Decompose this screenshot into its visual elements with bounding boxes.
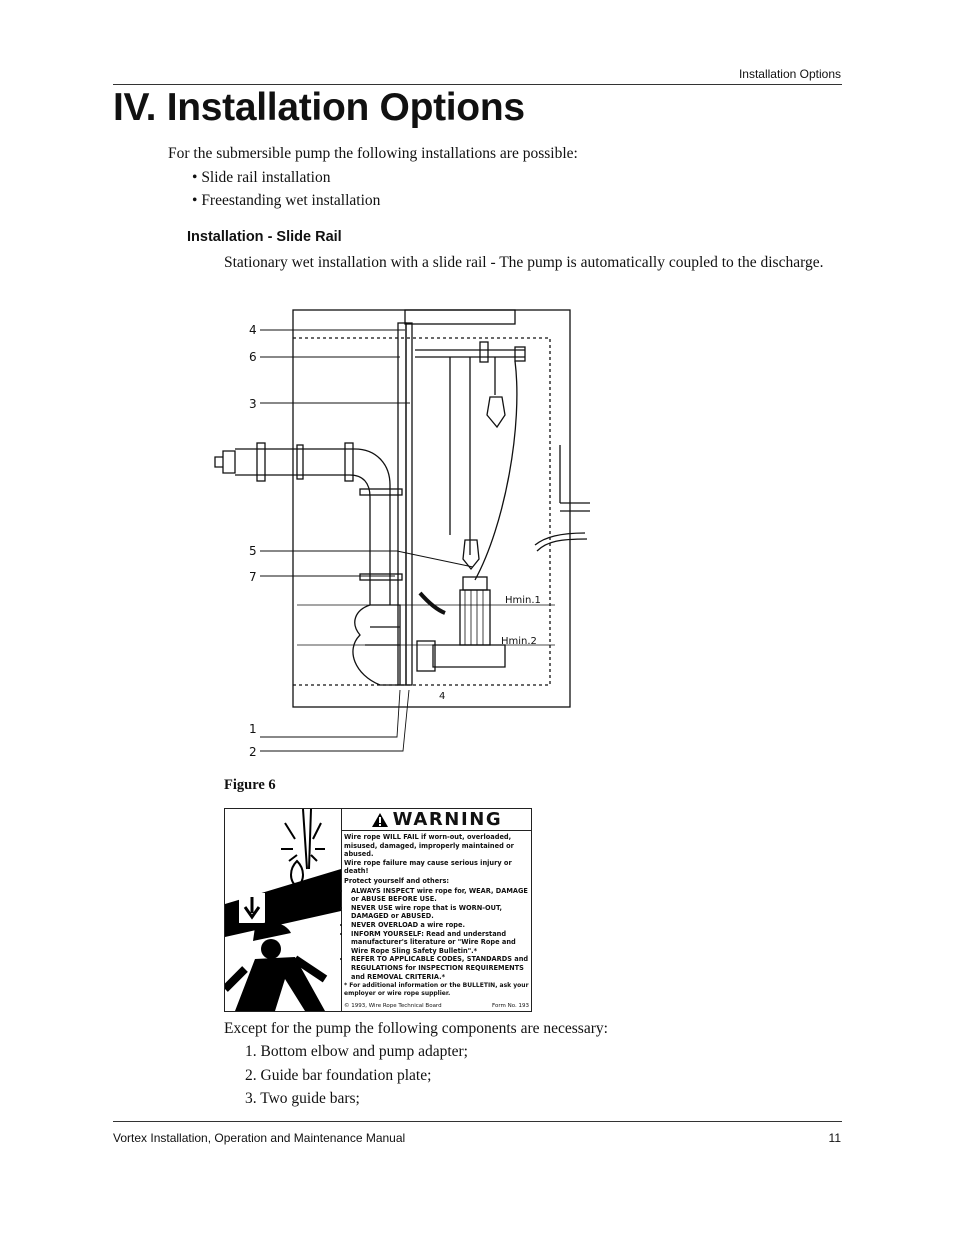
- warning-title: WARNING: [392, 809, 503, 830]
- list-item: • Freestanding wet installation: [192, 192, 381, 209]
- bracket-clamp: [480, 342, 488, 362]
- list-item-text: Freestanding wet installation: [201, 192, 381, 209]
- discharge-pipe: [235, 449, 390, 605]
- figure-caption: Figure 6: [224, 777, 276, 793]
- pump-adapter: [417, 641, 435, 671]
- motor-fins: [465, 590, 483, 645]
- footer-rule: [113, 1121, 842, 1122]
- warning-footer: [344, 1003, 529, 1009]
- warning-protect: Protect yourself and others:: [344, 876, 450, 885]
- header-rule: [113, 84, 842, 85]
- cover-frame: [405, 310, 515, 324]
- callout-5: 5: [249, 544, 257, 558]
- warning-text-panel: [342, 809, 531, 1011]
- wire-rope-warning-label: [224, 808, 532, 1012]
- warning-intro: Wire rope WILL FAIL if worn-out, overloaded, misused, damaged, improperly maintained or abused.: [344, 833, 514, 859]
- list-item: • Slide rail installation: [192, 169, 331, 186]
- warning-item: • ALWAYS INSPECT wire rope for, WEAR, DAMAGE or ABUSE BEFORE USE.: [351, 887, 529, 904]
- pipe-flange: [360, 574, 402, 580]
- warning-list: [344, 887, 529, 982]
- inlet-opening: [560, 445, 590, 511]
- float-switch: [463, 540, 479, 569]
- falling-load-icon: [225, 809, 341, 1011]
- warning-banner: [342, 809, 531, 831]
- callout-6: 6: [249, 350, 257, 364]
- intro-paragraph: For the submersible pump the following installations are possible:: [168, 145, 578, 162]
- cable-entry: [535, 533, 587, 551]
- warning-body: [342, 831, 531, 998]
- callout-7: 7: [249, 570, 257, 584]
- valve: [215, 451, 235, 473]
- cable-reel: [420, 593, 445, 613]
- discharge-pipe: [235, 475, 370, 605]
- warning-form-number: Form No. 193: [492, 1003, 529, 1009]
- float-switch: [487, 397, 505, 427]
- upper-bracket: [415, 350, 525, 357]
- warning-item: • INFORM YOURSELF: Read and understand manufacturer's literature or "Wire Rope and Wire Rope Sling Safety Bulletin".*: [351, 930, 529, 956]
- warning-triangle-icon: [371, 812, 389, 828]
- sump-pit-outline: [293, 310, 570, 707]
- pipe-flange: [297, 445, 303, 479]
- hmin1-label: Hmin.1: [505, 595, 541, 606]
- bracket-clamp: [515, 347, 525, 361]
- warning-item: • NEVER OVERLOAD a wire rope.: [351, 921, 529, 930]
- running-header: Installation Options: [738, 67, 841, 81]
- slide-rail-diagram: [205, 305, 605, 765]
- callout-1: 1: [249, 722, 257, 736]
- section-body: Stationary wet installation with a slide rail - The pump is automatically coupled to the discharge.: [224, 254, 824, 271]
- page-title: IV. Installation Options: [113, 86, 525, 129]
- page-number: 11: [828, 1131, 841, 1145]
- warning-copyright: © 1993, Wire Rope Technical Board: [344, 1003, 442, 1009]
- guide-bar: [398, 323, 406, 685]
- hmin2-label: Hmin.2: [501, 636, 537, 647]
- callout-4: 4: [249, 323, 257, 337]
- callout-2: 2: [249, 745, 257, 759]
- warning-item: • NEVER USE wire rope that is WORN-OUT, DAMAGED or ABUSED.: [351, 904, 529, 921]
- footer-manual-title: Vortex Installation, Operation and Maintenance Manual: [113, 1131, 406, 1145]
- warning-intro-2: Wire rope failure may cause serious injury or death!: [344, 858, 512, 876]
- inner-wall: [293, 338, 550, 685]
- list-item: 2. Guide bar foundation plate;: [245, 1067, 432, 1084]
- pump-motor: [460, 590, 490, 645]
- section-heading: Installation - Slide Rail: [187, 229, 342, 245]
- bottom-label: 4: [439, 691, 446, 702]
- warning-illustration: [225, 809, 342, 1011]
- list-item-text: Slide rail installation: [201, 169, 331, 186]
- list-item: 3. Two guide bars;: [245, 1090, 360, 1107]
- pipe-flange: [360, 489, 402, 495]
- elbow-flange: [365, 627, 400, 645]
- warning-item: • REFER TO APPLICABLE CODES, STANDARDS and REGULATIONS for INSPECTION REQUIREMENTS and REMOVAL CRITERIA.*: [351, 955, 529, 981]
- warning-note: * For additional information or the BULLETIN, ask your employer or wire rope supplier.: [344, 982, 529, 998]
- float-cables: [450, 357, 517, 580]
- callout-3: 3: [249, 397, 257, 411]
- components-intro: Except for the pump the following components are necessary:: [224, 1020, 608, 1037]
- pump-volute: [433, 645, 505, 667]
- guide-bar: [406, 323, 412, 685]
- list-item: 1. Bottom elbow and pump adapter;: [245, 1043, 468, 1060]
